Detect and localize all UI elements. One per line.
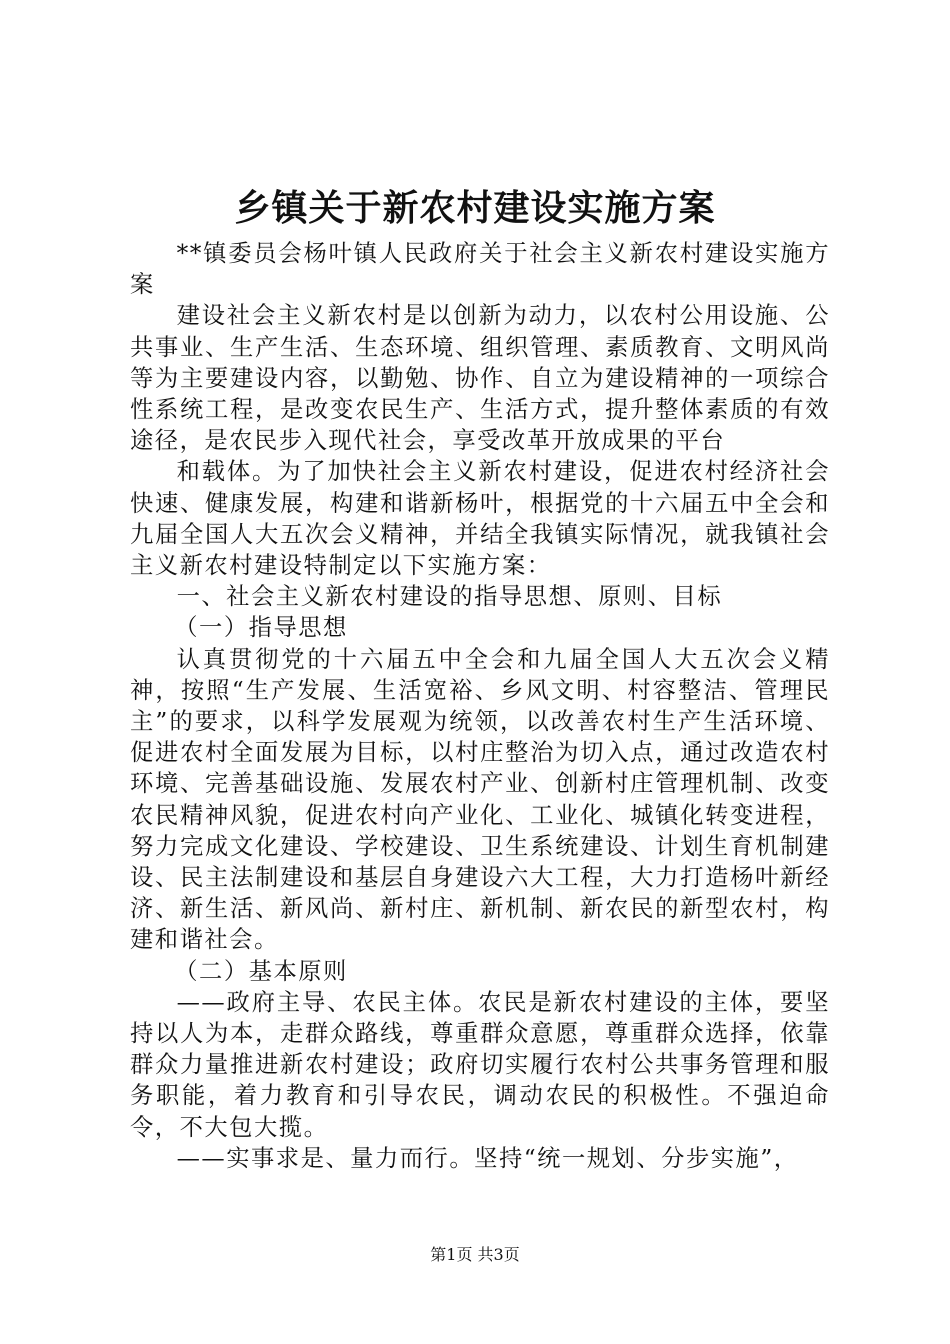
document-body [130,238,830,1174]
paragraph-guiding-ideology: 认真贯彻党的十六届五中全会和九届全国人大五次会义精神，按照“生产发展、生活宽裕、乡风文明、村容整洁、管理民主”的要求，以科学发展观为统领，以改善农村生产生活环境、促进农村全面发展为目标，以村庄整治为切入点，通过改造农村环境、完善基础设施、发展农村产业、创新村庄管理机制、改变农民精神风貌，促进农村向产业化、工业化、城镇化转变进程，努力完成文化建设、学校建设、卫生系统建设、计划生育机制建设、民主法制建设和基层自身建设六大工程，大力打造杨叶新经济、新生活、新风尚、新村庄、新机制、新农民的新型农村，构建和谐社会。 [130,645,830,954]
paragraph-purpose: 和载体。为了加快社会主义新农村建设，促进农村经济社会快速、健康发展，构建和谐新杨叶，根据党的十六届五中全会和九届全国人大五次会义精神，并结全我镇实际情况，就我镇社会主义新农村建设特制定以下实施方案： [130,458,830,580]
document-title: 乡镇关于新农村建设实施方案 [234,187,716,229]
paragraph-principle-2: ——实事求是、量力而行。坚持“统一规划、分步实施”， [176,1144,799,1172]
page-footer: 第1页 共3页 [430,1245,520,1264]
section-heading-1: 一、社会主义新农村建设的指导思想、原则、目标 [176,583,723,611]
subsection-heading-basic-principles: （二）基本原则 [174,957,348,985]
subsection-heading-guiding-ideology: （一）指导思想 [174,614,348,642]
paragraph-heading-line: **镇委员会杨叶镇人民政府关于社会主义新农村建设实施方案 [130,240,830,299]
paragraph-intro: 建设社会主义新农村是以创新为动力，以农村公用设施、公共事业、生产生活、生态环境、组织管理、素质教育、文明风尚等为主要建设内容，以勤勉、协作、自立为建设精神的一项综合性系统工程，是改变农民生产、生活方式，提升整体素质的有效途径，是农民步入现代社会，享受改革开放成果的平台 [130,302,830,455]
paragraph-principle-1: ——政府主导、农民主体。农民是新农村建设的主体，要坚持以人为本，走群众路线，尊重群众意愿，尊重群众选择，依靠群众力量推进新农村建设；政府切实履行农村公共事务管理和服务职能，着力教育和引导农民，调动农民的积极性。不强迫命令，不大包大揽。 [130,988,830,1141]
